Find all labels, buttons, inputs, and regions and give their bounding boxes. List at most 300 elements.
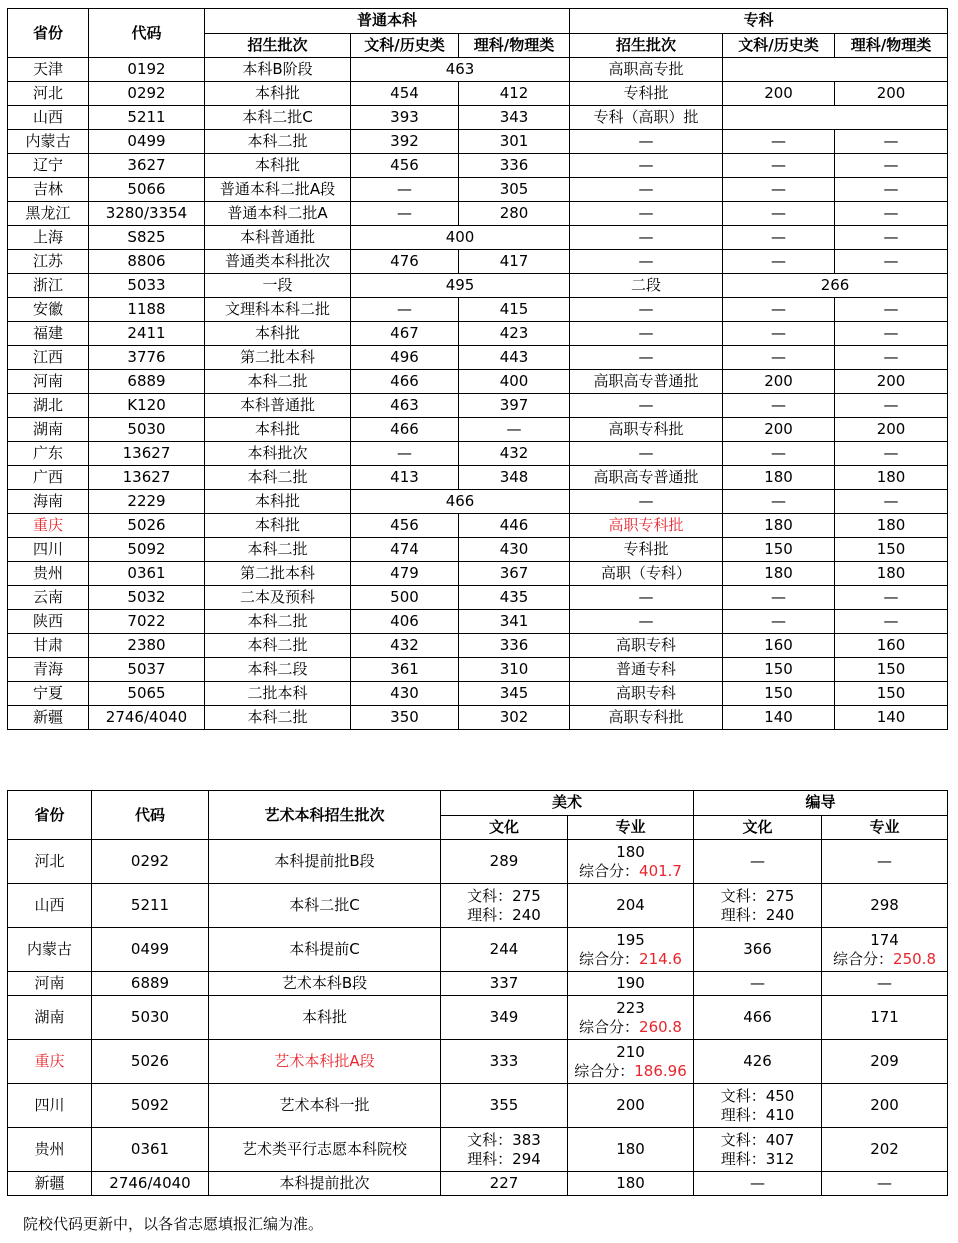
science-score-cell: 343 xyxy=(459,106,570,130)
province-cell: 湖北 xyxy=(8,394,89,418)
fine-arts-culture-cell xyxy=(441,1128,568,1172)
fine-arts-culture-cell-line: 349 xyxy=(489,1008,519,1026)
code-cell: K120 xyxy=(89,394,205,418)
province-cell: 四川 xyxy=(8,1084,92,1128)
code-cell: 1188 xyxy=(89,298,205,322)
batch-cell: 本科二批 xyxy=(205,706,351,730)
province-cell: 吉林 xyxy=(8,178,89,202)
province-cell: 贵州 xyxy=(8,562,89,586)
directing-culture-cell xyxy=(694,840,822,884)
junior-arts-score-cell: 180 xyxy=(723,562,835,586)
batch-cell: 本科批 xyxy=(205,490,351,514)
junior-batch-cell: 专科（高职）批 xyxy=(570,106,723,130)
fine-arts-culture-cell-line: 理科：294 xyxy=(467,1149,541,1168)
junior-science-score-cell: 150 xyxy=(835,658,948,682)
table-row xyxy=(8,514,948,538)
directing-major-cell xyxy=(822,1172,948,1196)
junior-science-score-cell: — xyxy=(835,250,948,274)
junior-arts-score-cell: — xyxy=(723,610,835,634)
junior-arts-score-cell: — xyxy=(723,586,835,610)
junior-batch-cell: 二段 xyxy=(570,274,723,298)
science-score-cell: 348 xyxy=(459,466,570,490)
art-batch-header: 艺术本科招生批次 xyxy=(209,791,441,840)
directing-culture-cell xyxy=(694,928,822,972)
code-cell: 0192 xyxy=(89,58,205,82)
junior-science-header: 理科/物理类 xyxy=(835,33,948,58)
directing-culture-cell-line: 文科：450 xyxy=(720,1086,795,1105)
table-row xyxy=(8,178,948,202)
arts-score-cell: 350 xyxy=(351,706,459,730)
table-row xyxy=(8,202,948,226)
table-row xyxy=(8,1084,948,1128)
table-row xyxy=(8,466,948,490)
code-cell: 7022 xyxy=(89,610,205,634)
junior-science-score-cell: 140 xyxy=(835,706,948,730)
junior-arts-score-cell: 140 xyxy=(723,706,835,730)
province-cell: 宁夏 xyxy=(8,682,89,706)
junior-arts-score-cell: — xyxy=(723,250,835,274)
province-cell: 上海 xyxy=(8,226,89,250)
junior-arts-score-cell: 180 xyxy=(723,466,835,490)
science-score-cell: 423 xyxy=(459,322,570,346)
arts-score-cell: 463 xyxy=(351,394,459,418)
directing-culture-cell-line: 文科：275 xyxy=(720,886,795,905)
directing-major-cell-line: — xyxy=(877,974,893,992)
batch-cell: 二批本科 xyxy=(205,682,351,706)
table-row xyxy=(8,634,948,658)
junior-arts-score-cell: 200 xyxy=(723,418,835,442)
table-row xyxy=(8,658,948,682)
composite-score-line xyxy=(568,1018,693,1037)
batch-cell: 本科普通批 xyxy=(205,226,351,250)
directing-culture-cell xyxy=(694,1172,822,1196)
junior-science-score-cell: 180 xyxy=(835,466,948,490)
junior-batch-cell: — xyxy=(570,346,723,370)
junior-batch-cell: 高职专科批 xyxy=(570,514,723,538)
province-cell: 内蒙古 xyxy=(8,928,92,972)
fine-arts-major-cell-line: 200 xyxy=(616,1096,645,1114)
table-row xyxy=(8,972,948,996)
directing-culture-cell-line: — xyxy=(750,974,766,992)
junior-science-score-cell: — xyxy=(835,610,948,634)
table-row xyxy=(8,442,948,466)
directing-culture-cell-line: 426 xyxy=(743,1052,772,1070)
batch-cell: 本科B阶段 xyxy=(205,58,351,82)
junior-arts-score-cell: — xyxy=(723,298,835,322)
code-cell: 2411 xyxy=(89,322,205,346)
directing-culture-cell xyxy=(694,1128,822,1172)
batch-cell: 文理科本科二批 xyxy=(205,298,351,322)
code-header: 代码 xyxy=(89,9,205,58)
fine-arts-culture-cell-line: 355 xyxy=(489,1096,519,1114)
fine-arts-major-cell xyxy=(568,1084,694,1128)
fine-arts-culture-cell-line: 337 xyxy=(489,974,519,992)
table-row xyxy=(8,154,948,178)
batch-cell: 本科二批 xyxy=(205,130,351,154)
code-cell: 6889 xyxy=(89,370,205,394)
code-cell: 3627 xyxy=(89,154,205,178)
junior-arts-score-cell: — xyxy=(723,322,835,346)
province-cell: 河南 xyxy=(8,370,89,394)
batch-cell: 第二批本科 xyxy=(205,562,351,586)
code-cell: 2380 xyxy=(89,634,205,658)
junior-batch-cell: 高职专科 xyxy=(570,682,723,706)
arts-score-cell: 474 xyxy=(351,538,459,562)
fine-arts-culture-cell xyxy=(441,884,568,928)
code-cell: 2746/4040 xyxy=(92,1172,209,1196)
directing-culture-cell-line: — xyxy=(750,852,766,870)
code-cell: 3280/3354 xyxy=(89,202,205,226)
arts-score-cell: 476 xyxy=(351,250,459,274)
code-cell: 13627 xyxy=(89,466,205,490)
science-score-cell: 435 xyxy=(459,586,570,610)
arts-score-cell: — xyxy=(351,442,459,466)
arts-score-cell: 500 xyxy=(351,586,459,610)
province-cell: 河南 xyxy=(8,972,92,996)
composite-label: 综合分： xyxy=(579,1017,640,1036)
table-row xyxy=(8,706,948,730)
batch-cell: 普通本科二批A段 xyxy=(205,178,351,202)
table-row xyxy=(8,1128,948,1172)
code-cell: 5026 xyxy=(92,1040,209,1084)
fine-arts-major-cell-line: 180 xyxy=(616,842,645,861)
arts-score-cell: 413 xyxy=(351,466,459,490)
code-cell: 3776 xyxy=(89,346,205,370)
science-score-cell: 301 xyxy=(459,130,570,154)
science-score-cell: 336 xyxy=(459,154,570,178)
junior-science-score-cell: — xyxy=(835,394,948,418)
junior-science-score-cell: — xyxy=(835,346,948,370)
batch-cell: 本科二批C xyxy=(205,106,351,130)
composite-label: 综合分： xyxy=(574,1061,635,1080)
directing-culture-cell xyxy=(694,884,822,928)
batch-cell: 第二批本科 xyxy=(205,346,351,370)
science-score-cell: 302 xyxy=(459,706,570,730)
arts-score-cell: — xyxy=(351,298,459,322)
merged-score-cell: 463 xyxy=(351,58,570,82)
junior-batch-cell: — xyxy=(570,586,723,610)
directing-major-cell-line: 202 xyxy=(870,1140,899,1158)
province-cell: 安徽 xyxy=(8,298,89,322)
science-score-cell: 305 xyxy=(459,178,570,202)
code-cell: 5092 xyxy=(89,538,205,562)
art-batch-cell: 本科提前批B段 xyxy=(209,840,441,884)
code-cell: 0499 xyxy=(92,928,209,972)
arts-score-cell: 393 xyxy=(351,106,459,130)
code-cell: 5092 xyxy=(92,1084,209,1128)
composite-score-line xyxy=(568,1062,693,1081)
junior-science-score-cell: 200 xyxy=(835,370,948,394)
province-cell: 湖南 xyxy=(8,996,92,1040)
table-row xyxy=(8,370,948,394)
arts-score-cell: 406 xyxy=(351,610,459,634)
junior-batch-cell: 高职（专科） xyxy=(570,562,723,586)
junior-batch-cell: — xyxy=(570,178,723,202)
junior-batch-cell: — xyxy=(570,250,723,274)
province-header: 省份 xyxy=(8,9,89,58)
regular-table-body xyxy=(8,58,948,730)
fine-arts-header: 美术 xyxy=(441,791,694,816)
composite-value: 250.8 xyxy=(893,949,936,968)
fine-arts-culture-cell-line: 理科：240 xyxy=(467,905,541,924)
junior-arts-score-cell: 150 xyxy=(723,682,835,706)
composite-value: 214.6 xyxy=(639,949,682,968)
junior-batch-cell: 普通专科 xyxy=(570,658,723,682)
batch-cell: 一段 xyxy=(205,274,351,298)
junior-science-score-cell: — xyxy=(835,202,948,226)
table-row xyxy=(8,58,948,82)
junior-batch-header: 招生批次 xyxy=(570,33,723,58)
junior-arts-header: 文科/历史类 xyxy=(723,33,835,58)
directing-culture-cell xyxy=(694,1084,822,1128)
junior-batch-cell: 高职高专批 xyxy=(570,58,723,82)
science-score-cell: 280 xyxy=(459,202,570,226)
fine-arts-culture-cell xyxy=(441,1040,568,1084)
arts-score-cell: 467 xyxy=(351,322,459,346)
table-row xyxy=(8,130,948,154)
table-row xyxy=(8,996,948,1040)
junior-arts-score-cell: — xyxy=(723,202,835,226)
directing-major-cell-line: — xyxy=(877,1174,893,1192)
directing-major-cell xyxy=(822,1128,948,1172)
fine-arts-culture-cell xyxy=(441,928,568,972)
science-score-cell: 341 xyxy=(459,610,570,634)
science-score-cell: 336 xyxy=(459,634,570,658)
fine-arts-major-cell xyxy=(568,884,694,928)
junior-batch-cell: — xyxy=(570,154,723,178)
junior-science-score-cell: — xyxy=(835,178,948,202)
regular-undergrad-header: 普通本科 xyxy=(205,9,570,34)
junior-batch-cell: 专科批 xyxy=(570,82,723,106)
directing-culture-cell-line: 理科：312 xyxy=(720,1149,795,1168)
fine-arts-major-cell xyxy=(568,928,694,972)
directing-header: 编导 xyxy=(694,791,948,816)
batch-cell: 本科二批 xyxy=(205,538,351,562)
science-header: 理科/物理类 xyxy=(459,33,570,58)
code-cell: 5030 xyxy=(89,418,205,442)
table-row xyxy=(8,1040,948,1084)
province-cell: 广东 xyxy=(8,442,89,466)
batch-cell: 本科二批 xyxy=(205,634,351,658)
arts-score-cell: — xyxy=(351,178,459,202)
science-score-cell: 415 xyxy=(459,298,570,322)
code-cell: 5065 xyxy=(89,682,205,706)
fine-arts-culture-cell-line: 289 xyxy=(489,852,519,870)
fine-arts-major-cell-line: 223 xyxy=(616,998,645,1017)
province-cell: 辽宁 xyxy=(8,154,89,178)
province-cell: 天津 xyxy=(8,58,89,82)
junior-science-score-cell: 150 xyxy=(835,538,948,562)
junior-batch-cell: 高职专科批 xyxy=(570,706,723,730)
junior-science-score-cell: — xyxy=(835,586,948,610)
art-batch-cell: 艺术本科B段 xyxy=(209,972,441,996)
arts-score-cell: 430 xyxy=(351,682,459,706)
composite-score-line xyxy=(568,862,693,881)
directing-culture-cell xyxy=(694,996,822,1040)
science-score-cell: 400 xyxy=(459,370,570,394)
arts-score-cell: 496 xyxy=(351,346,459,370)
junior-arts-score-cell: 200 xyxy=(723,370,835,394)
fine-arts-major-cell-line: 210 xyxy=(616,1042,645,1061)
junior-arts-score-cell: 200 xyxy=(723,82,835,106)
batch-cell: 本科批次 xyxy=(205,442,351,466)
arts-score-cell: 432 xyxy=(351,634,459,658)
fine-arts-major-cell-line: 190 xyxy=(616,974,645,992)
directing-major-cell-line: 171 xyxy=(870,1008,899,1026)
table-row xyxy=(8,586,948,610)
province-cell: 青海 xyxy=(8,658,89,682)
science-score-cell: 432 xyxy=(459,442,570,466)
code-cell: 5030 xyxy=(92,996,209,1040)
batch-cell: 普通本科二批A xyxy=(205,202,351,226)
art-batch-cell: 本科批 xyxy=(209,996,441,1040)
code-cell: 5026 xyxy=(89,514,205,538)
art-code-header: 代码 xyxy=(92,791,209,840)
junior-batch-cell: 高职高专普通批 xyxy=(570,466,723,490)
directing-major-cell-line: 174 xyxy=(870,930,899,949)
junior-batch-cell: — xyxy=(570,394,723,418)
province-cell: 陕西 xyxy=(8,610,89,634)
junior-batch-cell: 专科批 xyxy=(570,538,723,562)
fine-arts-major-cell xyxy=(568,1040,694,1084)
fine-arts-culture-cell-line: 文科：383 xyxy=(467,1130,541,1149)
code-cell: 5211 xyxy=(89,106,205,130)
art-admission-table xyxy=(7,790,948,1196)
junior-batch-cell: 高职专科批 xyxy=(570,418,723,442)
fine-arts-culture-cell-line: 333 xyxy=(489,1052,519,1070)
fine-arts-culture-cell xyxy=(441,996,568,1040)
province-cell: 四川 xyxy=(8,538,89,562)
fine-arts-culture-header: 文化 xyxy=(441,815,568,840)
science-score-cell: 446 xyxy=(459,514,570,538)
fine-arts-culture-cell-line: 227 xyxy=(489,1174,519,1192)
composite-value: 260.8 xyxy=(639,1017,682,1036)
junior-batch-cell: — xyxy=(570,322,723,346)
junior-batch-cell: — xyxy=(570,490,723,514)
directing-major-cell xyxy=(822,972,948,996)
code-cell: 5032 xyxy=(89,586,205,610)
code-cell: S825 xyxy=(89,226,205,250)
arts-score-cell: 456 xyxy=(351,154,459,178)
fine-arts-major-cell xyxy=(568,972,694,996)
fine-arts-culture-cell xyxy=(441,1172,568,1196)
batch-cell: 本科批 xyxy=(205,514,351,538)
regular-admission-table xyxy=(7,8,948,730)
directing-major-cell xyxy=(822,996,948,1040)
directing-major-cell-line: 209 xyxy=(870,1052,899,1070)
province-cell: 新疆 xyxy=(8,706,89,730)
table-row xyxy=(8,538,948,562)
table-row xyxy=(8,322,948,346)
junior-science-score-cell: — xyxy=(835,490,948,514)
junior-merged-score-cell: 266 xyxy=(723,274,948,298)
province-cell: 河北 xyxy=(8,82,89,106)
fine-arts-major-cell-line: 195 xyxy=(616,930,645,949)
table-row xyxy=(8,106,948,130)
junior-science-score-cell: 200 xyxy=(835,418,948,442)
code-cell: 8806 xyxy=(89,250,205,274)
batch-cell: 本科批 xyxy=(205,154,351,178)
junior-science-score-cell: 180 xyxy=(835,562,948,586)
arts-score-cell: 454 xyxy=(351,82,459,106)
merged-score-cell: 400 xyxy=(351,226,570,250)
fine-arts-culture-cell-line: 244 xyxy=(489,940,519,958)
fine-arts-major-cell-line: 204 xyxy=(616,896,645,914)
junior-science-score-cell: — xyxy=(835,298,948,322)
science-score-cell: 430 xyxy=(459,538,570,562)
junior-science-score-cell: 150 xyxy=(835,682,948,706)
table-row xyxy=(8,346,948,370)
province-cell: 海南 xyxy=(8,490,89,514)
fine-arts-culture-cell xyxy=(441,840,568,884)
science-score-cell: 417 xyxy=(459,250,570,274)
junior-science-score-cell: — xyxy=(835,442,948,466)
composite-value: 186.96 xyxy=(634,1061,687,1080)
directing-culture-cell-line: 466 xyxy=(743,1008,772,1026)
arts-score-cell: 479 xyxy=(351,562,459,586)
table-row xyxy=(8,840,948,884)
merged-score-cell: 495 xyxy=(351,274,570,298)
junior-arts-score-cell: — xyxy=(723,346,835,370)
science-score-cell: 412 xyxy=(459,82,570,106)
province-cell: 甘肃 xyxy=(8,634,89,658)
province-cell: 江苏 xyxy=(8,250,89,274)
fine-arts-major-cell-line: 180 xyxy=(616,1174,645,1192)
table-row xyxy=(8,298,948,322)
batch-cell: 二本及预科 xyxy=(205,586,351,610)
directing-major-cell xyxy=(822,928,948,972)
fine-arts-major-cell-line: 180 xyxy=(616,1140,645,1158)
table-row xyxy=(8,82,948,106)
province-cell: 福建 xyxy=(8,322,89,346)
batch-cell: 本科批 xyxy=(205,322,351,346)
directing-culture-cell-line: 文科：407 xyxy=(720,1130,795,1149)
junior-batch-cell: 高职专科 xyxy=(570,634,723,658)
arts-score-cell: 361 xyxy=(351,658,459,682)
junior-arts-score-cell: — xyxy=(723,178,835,202)
province-cell: 新疆 xyxy=(8,1172,92,1196)
directing-major-cell-line: 298 xyxy=(870,896,899,914)
table-row xyxy=(8,928,948,972)
art-batch-cell: 艺术类平行志愿本科院校 xyxy=(209,1128,441,1172)
directing-culture-cell-line: — xyxy=(750,1174,766,1192)
junior-merged-score-cell xyxy=(723,58,948,82)
junior-arts-score-cell: — xyxy=(723,130,835,154)
directing-major-header: 专业 xyxy=(822,815,948,840)
fine-arts-culture-cell xyxy=(441,1084,568,1128)
junior-science-score-cell: 180 xyxy=(835,514,948,538)
table-row xyxy=(8,274,948,298)
fine-arts-major-cell xyxy=(568,1128,694,1172)
fine-arts-major-cell xyxy=(568,1172,694,1196)
batch-header: 招生批次 xyxy=(205,33,351,58)
science-score-cell: — xyxy=(459,418,570,442)
fine-arts-culture-cell-line: 文科：275 xyxy=(467,886,541,905)
province-cell: 重庆 xyxy=(8,514,89,538)
art-table-body xyxy=(8,840,948,1196)
code-cell: 13627 xyxy=(89,442,205,466)
batch-cell: 本科二批 xyxy=(205,466,351,490)
province-cell: 贵州 xyxy=(8,1128,92,1172)
arts-score-cell: 466 xyxy=(351,418,459,442)
province-cell: 浙江 xyxy=(8,274,89,298)
junior-arts-score-cell: — xyxy=(723,490,835,514)
science-score-cell: 310 xyxy=(459,658,570,682)
batch-cell: 本科二批 xyxy=(205,610,351,634)
art-batch-cell: 艺术本科一批 xyxy=(209,1084,441,1128)
junior-batch-cell: 高职高专普通批 xyxy=(570,370,723,394)
table-row xyxy=(8,418,948,442)
